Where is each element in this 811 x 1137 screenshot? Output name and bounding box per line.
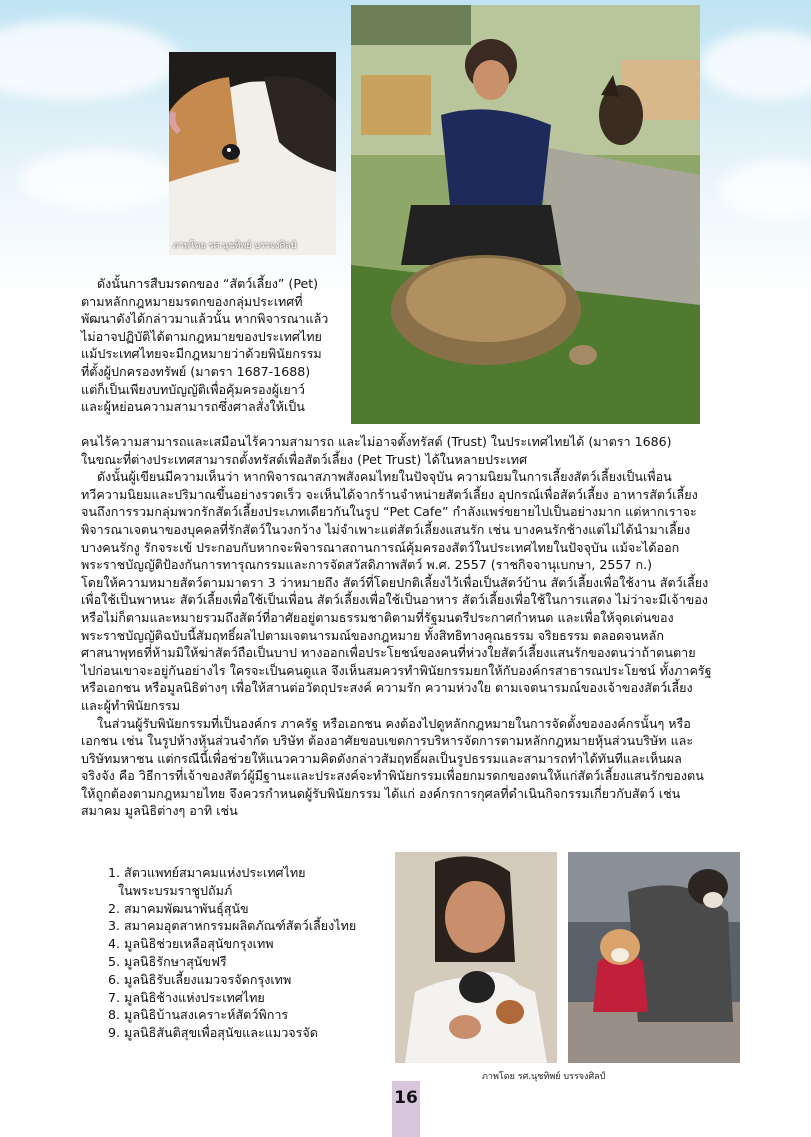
woman-guinea-pig-illustration	[395, 852, 557, 1063]
body-paragraphs	[81, 433, 712, 820]
list-item: 2. สมาคมพัฒนาพันธุ์สุนัข	[108, 900, 249, 916]
text-line: จริงจัง คือ วิธีการที่เจ้าของสัตว์ผู้มีฐานะและประสงค์จะทำพินัยกรรมเพื่อยกมรดกของตนให้แก่สัตว์เลี้ยงแสนรักของตน	[81, 768, 704, 784]
text-line: พิจารณาเจตนาของบุคคลที่รักสัตว์ในวงกว้าง ไม่จำเพาะแต่สัตว์เลี้ยงแสนรัก เช่น บางคนรักช้างแต่ไม่ได้นำมาเลี้ยง	[81, 521, 691, 537]
woman-tortoise-illustration	[351, 5, 700, 424]
text-line: เอกชน เช่น ในรูปห้างหุ้นส่วนจำกัด บริษัท ต้องอาศัยขอบเขตการบริหารจัดการตามหลักกฎหมายหุ้นส่วนบริษัท และ	[81, 733, 694, 749]
text-line: สมาคม มูลนิธิต่างๆ อาทิ เช่น	[81, 803, 238, 819]
text-line: แม้ประเทศไทยจะมีกฎหมายว่าด้วยพินัยกรรม	[81, 346, 322, 362]
text-line: ที่ตั้งผู้ปกครองทรัพย์ (มาตรา 1687-1688)	[81, 363, 311, 379]
guinea-pig-photo	[169, 52, 336, 255]
text-line: ให้ถูกต้องตามกฎหมายไทย จึงควรกำหนดผู้รับพินัยกรรม ได้แก่ องค์กรการกุศลที่ดำเนินกิจกรรมเกี่ยวกับสัตว์ เช่น	[81, 785, 681, 801]
text-line: พัฒนาดังได้กล่าวมาแล้วนั้น หากพิจารณาแล้ว	[81, 311, 329, 327]
list-item: 4. มูลนิธิช่วยเหลือสุนัขกรุงเทพ	[108, 936, 274, 952]
text-line: ไปก่อนเขาจะอยู่กันอย่างไร ใครจะเป็นคนดูแล จึงเห็นสมควรทำพินัยกรรมยกให้กับองค์กรสาธารณประโยชน์ ทั้งภาครัฐ	[81, 662, 712, 678]
photo-credit-caption: ภาพโดย รศ.นุชทิพย์ บรรจงศิลป์	[482, 1072, 606, 1082]
text-line: บางคนรักงู รักจระเข้ ประกอบกับหากจะพิจารณาสถานการณ์คุ้มครองสัตว์ในประเทศไทยในปัจจุบัน แม้จะได้ออก	[81, 539, 680, 555]
list-item: 6. มูลนิธิรับเลี้ยงแมวจรจัดกรุงเทพ	[108, 971, 292, 987]
list-item: 3. สมาคมอุตสาหกรรมผลิตภัณฑ์สัตว์เลี้ยงไทย	[108, 918, 357, 934]
text-line: จนถึงการรวมกลุ่มพวกรักสัตว์เลี้ยงประเภทเดียวกันในรูป “Pet Cafe” กำลังแพร่ขยายไปเป็นอย่างมาก แต่หากเราจะ	[81, 504, 697, 520]
text-line: ดังนั้นการสืบมรดกของ “สัตว์เลี้ยง” (Pet)	[97, 276, 319, 291]
list-item-continuation: ในพระบรมราชูปถัมภ์	[118, 882, 233, 898]
intro-paragraph	[81, 275, 328, 416]
text-line: บริษัทมหาชน แต่กรณีนี้เพื่อช่วยให้แนวความคิดดังกล่าวสัมฤทธิ์ผลเป็นรูปธรรมและสามารถทำได้ทันทีและเห็นผล	[81, 750, 682, 766]
list-item: 7. มูลนิธิช้างแห่งประเทศไทย	[108, 989, 265, 1005]
text-line: ทวีความนิยมและปริมาณขึ้นอย่างรวดเร็ว จะเห็นได้จากร้านจำหน่ายสัตว์เลี้ยง อุปกรณ์เพื่อสัตว์เลี้ยง อาหารสัตว์เลี้ยง	[81, 486, 698, 502]
guinea-pig-illustration	[169, 52, 336, 255]
photo-credit-caption: ภาพโดย รศ.นุชทิพย์ บรรจงศิลป์	[173, 241, 297, 251]
text-line: หรือเอกชน หรือมูลนิธิต่างๆ เพื่อให้สานต่อวัตถุประสงค์ ความรัก ความห่วงใย ตามเจตนารมณ์ของเจ้าของสัตว์เลี้ยง	[81, 680, 693, 696]
text-line: และผู้ทำพินัยกรรม	[81, 697, 181, 713]
text-line: แต่ก็เป็นเพียงบทบัญญัติเพื่อคุ้มครองผู้เยาว์	[81, 381, 305, 397]
list-item: 1. สัตวแพทย์สมาคมแห่งประเทศไทย	[108, 865, 306, 880]
two-dogs-illustration	[568, 852, 740, 1063]
text-line: โดยให้ความหมายสัตว์ตามมาตรา 3 ว่าหมายถึง สัตว์ที่โดยปกติเลี้ยงไว้เพื่อเป็นสัตว์บ้าน สัตว์เลี้ยงเพื่อใช้งาน สัตว์เลี้ยง	[81, 574, 709, 590]
text-line: ไม่อาจปฏิบัติได้ตามกฎหมายของประเทศไทย	[81, 328, 322, 344]
text-line: คนไร้ความสามารถและเสมือนไร้ความสามารถ และไม่อาจตั้งทรัสต์ (Trust) ในประเทศไทยได้ (มาตรา 1686)	[81, 434, 672, 449]
two-dogs-photo	[568, 852, 740, 1063]
text-line: ในขณะที่ต่างประเทศสามารถตั้งทรัสต์เพื่อสัตว์เลี้ยง (Pet Trust) ได้ในหลายประเทศ	[81, 451, 528, 467]
text-line: ดังนั้นผู้เขียนมีความเห็นว่า หากพิจารณาสภาพสังคมไทยในปัจจุบัน ความนิยมในการเลี้ยงสัตว์เลี้ยงเป็นเพื่อน	[97, 469, 672, 485]
list-item: 5. มูลนิธิรักษาสุนัขฟรี	[108, 953, 227, 969]
organization-list	[108, 864, 356, 1042]
woman-guinea-pig-photo	[395, 852, 557, 1063]
text-line: ในส่วนผู้รับพินัยกรรมที่เป็นองค์กร ภาครัฐ หรือเอกชน คงต้องไปดูหลักกฎหมายในการจัดตั้งขององค์กรนั้นๆ หรือ	[97, 715, 691, 731]
text-line: เพื่อใช้เป็นพาหนะ สัตว์เลี้ยงเพื่อใช้เป็นเพื่อน สัตว์เลี้ยงเพื่อใช้เป็นอาหาร สัตว์เลี้ยงเพื่อใช้ในการแสดง ไม่ว่าจะมีเจ้าของ	[81, 592, 708, 608]
cloud	[20, 150, 180, 210]
list-item: 9. มูลนิธิสันติสุขเพื่อสุนัขและแมวจรจัด	[108, 1025, 318, 1041]
text-line: พระราชบัญญัติฉบับนี้สัมฤทธิ์ผลไปตามเจตนารมณ์ของกฎหมาย ทั้งสิทธิทางคุณธรรม จริยธรรม ตลอดจนหลัก	[81, 627, 664, 643]
page-number: 16	[394, 1088, 418, 1108]
text-line: พระราชบัญญัติป้องกันการทารุณกรรมและการจัดสวัสดิภาพสัตว์ พ.ศ. 2557 (ราชกิจจานุเบกษา, 2557 ก.)	[81, 557, 652, 573]
text-line: และผู้หย่อนความสามารถซึ่งศาลสั่งให้เป็น	[81, 399, 305, 415]
text-line: ศาสนาพุทธที่ห้ามมิให้ฆ่าสัตว์ถือเป็นบาป ทางออกเพื่อประโยชน์ของคนที่ห่วงใยสัตว์เลี้ยงแสนรักของตนว่าถ้าตนตาย	[81, 645, 696, 661]
text-line: ตามหลักกฎหมายมรดกของกลุ่มประเทศที่	[81, 293, 303, 309]
woman-tortoise-dog-photo	[351, 5, 700, 424]
text-line: หรือไม่ก็ตามและหมายรวมถึงสัตว์ที่อาศัยอยู่ตามธรรมชาติตามที่รัฐมนตรีประกาศกำหนด และเพื่อให้จุดเด่นของ	[81, 609, 674, 625]
list-item: 8. มูลนิธิบ้านสงเคราะห์สัตว์พิการ	[108, 1007, 289, 1023]
